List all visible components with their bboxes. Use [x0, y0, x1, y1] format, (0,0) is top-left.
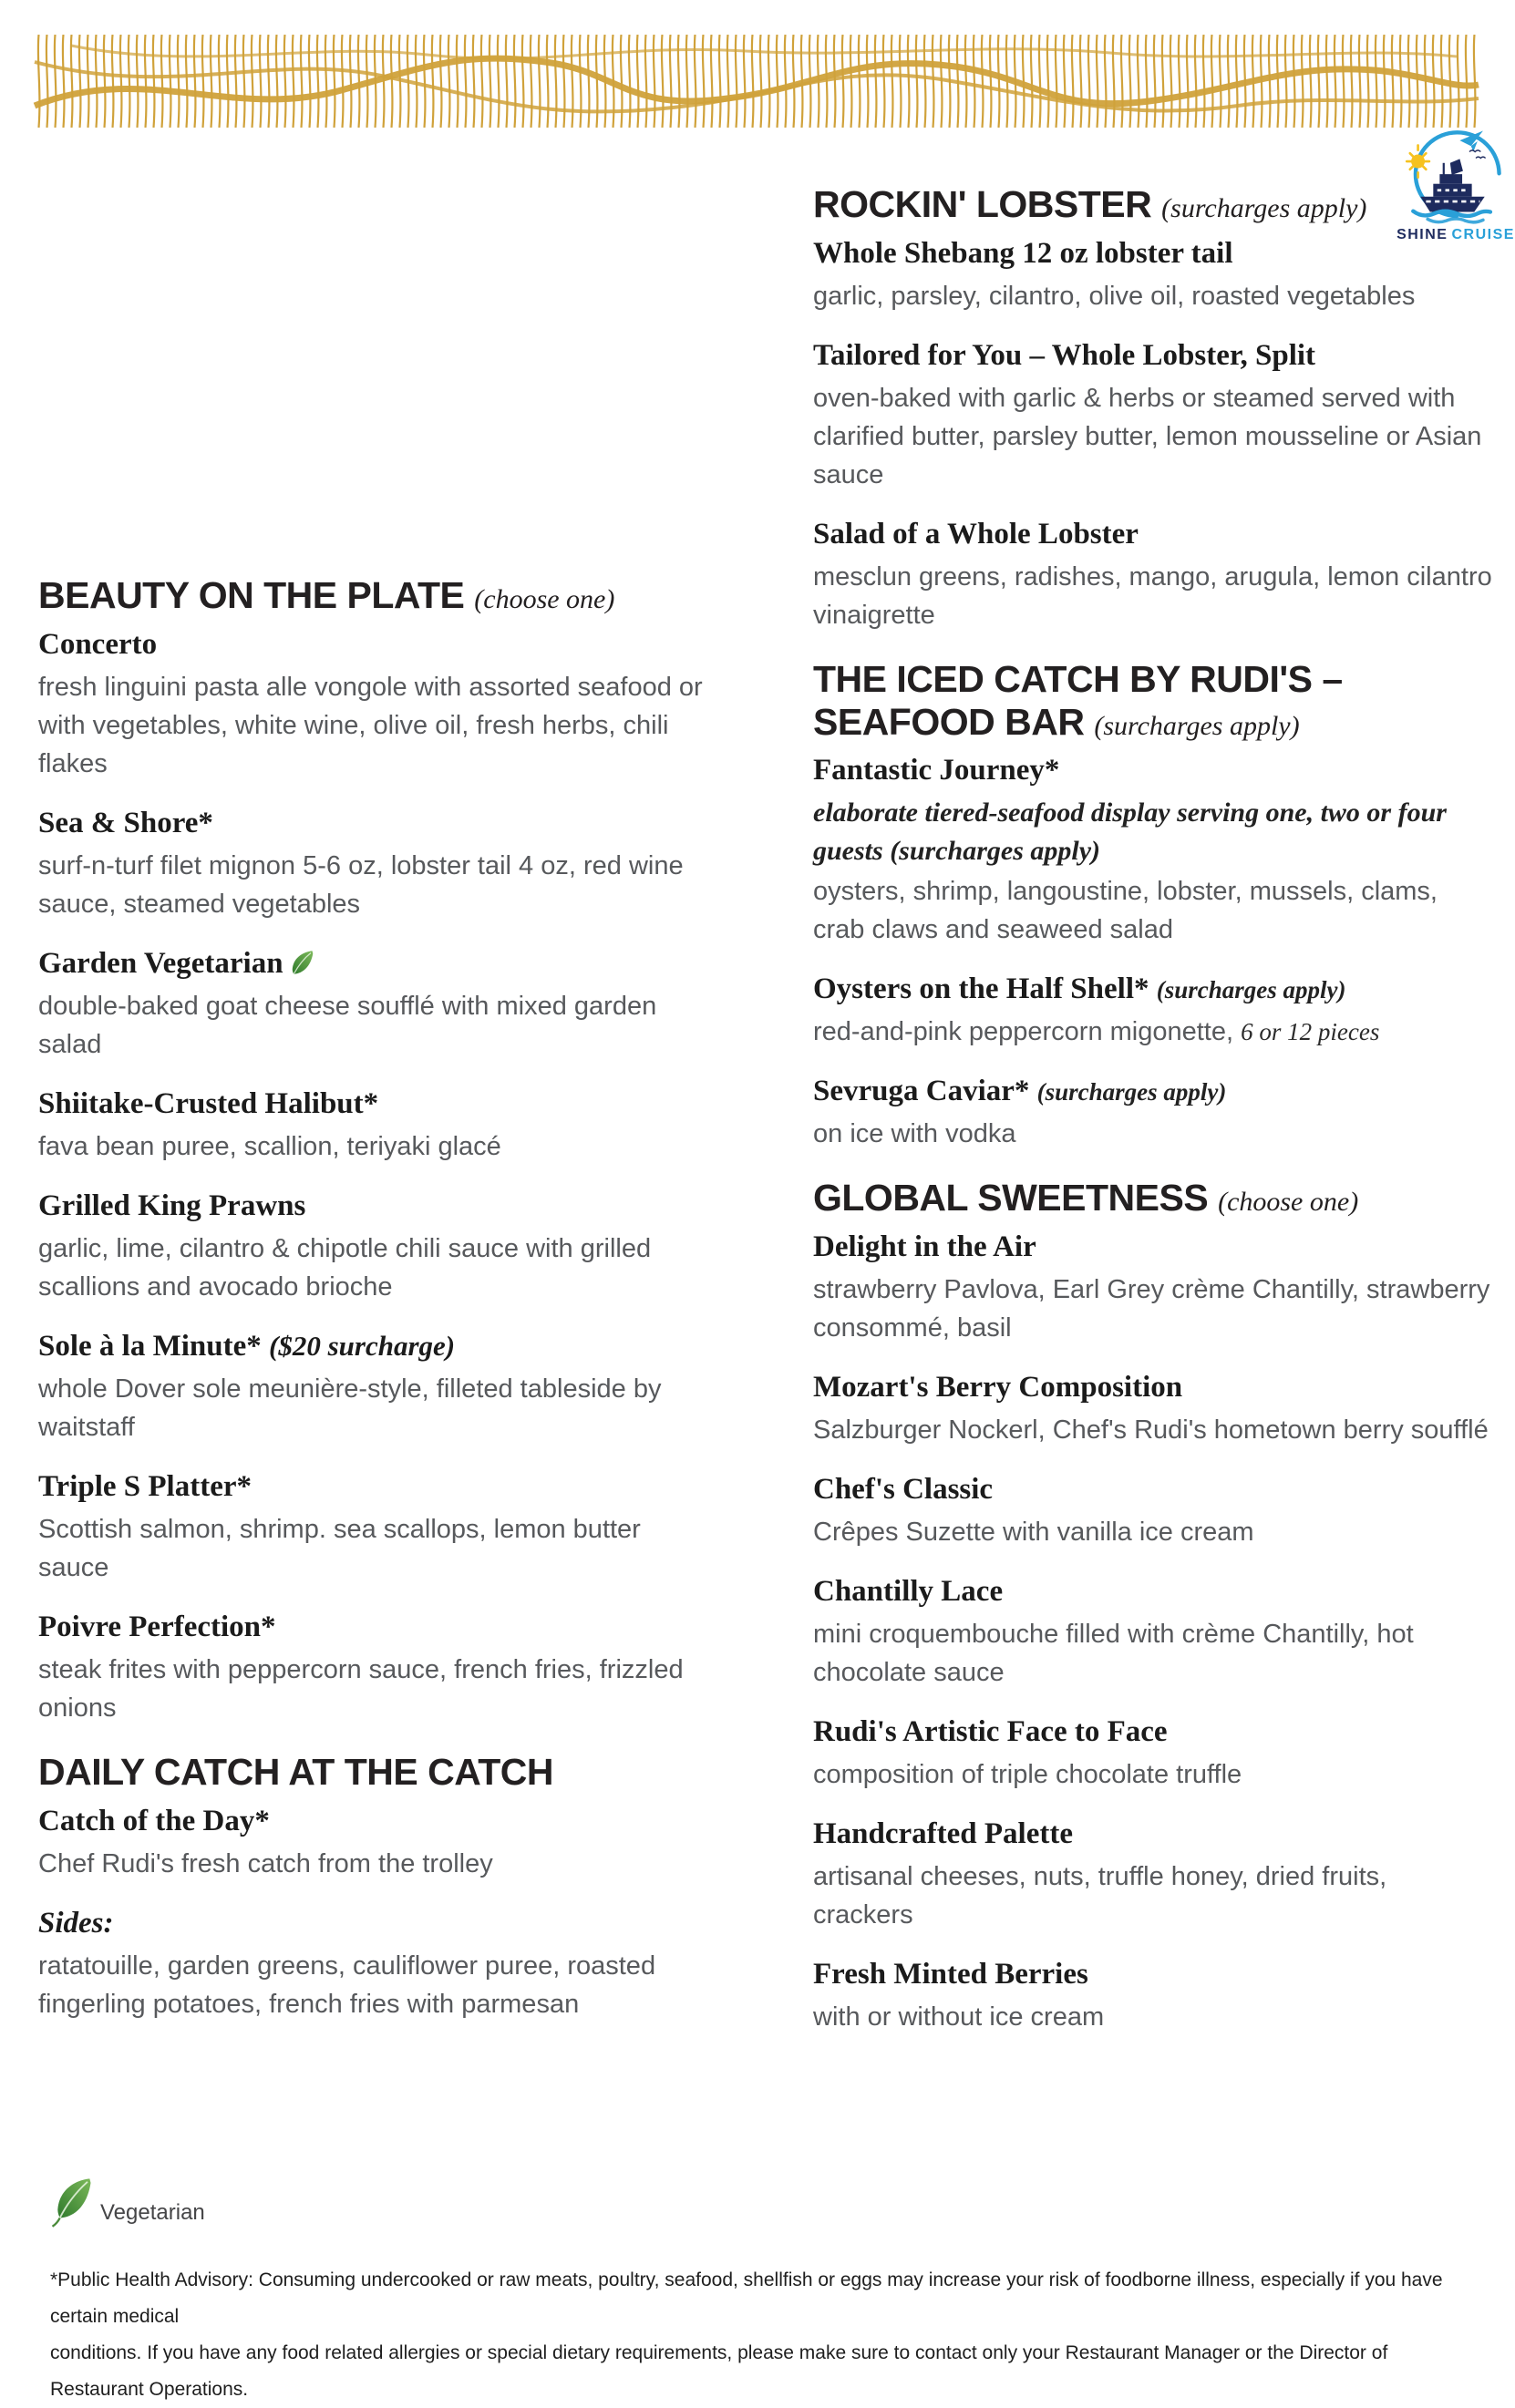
advisory-line-1: *Public Health Advisory: Consuming undercooked or raw meats, poultry, seafood, shellfish or eggs may increase your risk of foodborne illness, especially if you have certain medical [50, 2269, 1443, 2327]
section-title-line2: SEAFOOD BAR [813, 700, 1085, 743]
section-header-global-sweetness [813, 1177, 1499, 1219]
item-name: Oysters on the Half Shell* (surcharges apply) [813, 972, 1346, 1006]
menu-item-sea-and-shore [38, 807, 724, 923]
item-name: Catch of the Day* [38, 1804, 270, 1837]
menu-item-chantilly-lace [813, 1575, 1499, 1692]
item-desc: artisanal cheeses, nuts, truffle honey, dried fruits, crackers [813, 1861, 1387, 1930]
item-name: Handcrafted Palette [813, 1817, 1073, 1851]
menu-item-sevruga-caviar [813, 1075, 1499, 1153]
menu-item-grilled-king-prawns [38, 1189, 724, 1306]
menu-item-handcrafted-palette [813, 1817, 1499, 1934]
item-desc: Chef Rudi's fresh catch from the trolley [38, 1848, 493, 1878]
item-name: Shiitake-Crusted Halibut* [38, 1086, 379, 1120]
item-desc: fresh linguini pasta alle vongole with assorted seafood or with vegetables, white wine, olive oil, fresh herbs, chili flakes [38, 672, 703, 778]
item-surcharge-note: ($20 surcharge) [269, 1329, 456, 1362]
item-desc: ratatouille, garden greens, cauliflower puree, roasted fingerling potatoes, french fries with parmesan [38, 1950, 656, 2019]
menu-item-garden-vegetarian [38, 947, 724, 1064]
vegetarian-leaf-icon [289, 949, 316, 976]
section-note: (choose one) [474, 584, 615, 614]
item-name: Garden Vegetarian [38, 947, 724, 982]
section-title: DAILY CATCH AT THE CATCH [38, 1750, 554, 1793]
item-desc: garlic, parsley, cilantro, olive oil, roasted vegetables [813, 281, 1416, 311]
item-desc: Scottish salmon, shrimp. sea scallops, lemon butter sauce [38, 1514, 641, 1582]
item-name: Chantilly Lace [813, 1575, 1004, 1609]
item-desc-italic: elaborate tiered-seafood display serving one, two or four guests (surcharges apply) [813, 798, 1447, 867]
section-note: (choose one) [1218, 1187, 1359, 1218]
item-name: Delight in the Air [813, 1230, 1036, 1264]
item-desc: surf-n-turf filet mignon 5-6 oz, lobster tail 4 oz, red wine sauce, steamed vegetables [38, 850, 684, 919]
vegetarian-legend [51, 2176, 205, 2228]
item-desc: oysters, shrimp, langoustine, lobster, mussels, clams, crab claws and seaweed salad [813, 877, 1438, 945]
item-name: Salad of a Whole Lobster [813, 517, 1139, 551]
item-name: Concerto [38, 627, 158, 661]
section-header-rockin-lobster [813, 183, 1499, 226]
item-name: Rudi's Artistic Face to Face [813, 1715, 1168, 1749]
section-title: BEAUTY ON THE PLATE [38, 574, 465, 616]
menu-item-poivre-perfection [38, 1610, 724, 1727]
advisory-line-2: conditions. If you have any food related allergies or special dietary requirements, please make sure to contact only your Restaurant Manager or the Director of Restaurant Operations. [50, 2341, 1388, 2400]
menu-item-sides [38, 1907, 724, 2023]
item-surcharge-note: (surcharges apply) [1036, 1078, 1227, 1106]
menu-item-shiitake-crusted-halibut [38, 1087, 724, 1166]
item-surcharge-note: (surcharges apply) [1156, 976, 1346, 1004]
item-name: Sea & Shore* [38, 806, 213, 839]
item-name: Mozart's Berry Composition [813, 1371, 1183, 1405]
menu-item-concerto [38, 628, 724, 783]
item-desc: steak frites with peppercorn sauce, french fries, frizzled onions [38, 1654, 684, 1723]
item-desc: strawberry Pavlova, Earl Grey crème Chantilly, strawberry consommé, basil [813, 1274, 1490, 1343]
item-desc: mesclun greens, radishes, mango, arugula, lemon cilantro vinaigrette [813, 561, 1492, 630]
item-desc-suffix: 6 or 12 pieces [1241, 1018, 1380, 1046]
item-desc: Salzburger Nockerl, Chef's Rudi's hometown berry soufflé [813, 1415, 1489, 1445]
item-desc: Crêpes Suzette with vanilla ice cream [813, 1517, 1254, 1547]
vegetarian-label: Vegetarian [100, 2200, 205, 2225]
item-name: Chef's Classic [813, 1473, 994, 1507]
menu-item-whole-shebang [813, 237, 1499, 315]
section-header-daily-catch [38, 1751, 724, 1794]
section-title: ROCKIN' LOBSTER [813, 183, 1152, 225]
decorative-wave-band [35, 35, 1479, 128]
section-header-beauty-on-the-plate [38, 574, 724, 617]
item-desc: double-baked goat cheese soufflé with mixed garden salad [38, 991, 657, 1059]
menu-item-fantastic-journey [813, 754, 1499, 949]
item-name: Sevruga Caviar* (surcharges apply) [813, 1075, 1227, 1108]
menu-item-oysters-half-shell [813, 972, 1499, 1051]
item-name: Tailored for You – Whole Lobster, Split [813, 338, 1316, 372]
public-health-advisory [50, 2262, 1452, 2408]
section-note: (surcharges apply) [1161, 193, 1367, 223]
menu-item-chefs-classic [813, 1473, 1499, 1551]
menu-item-salad-of-a-whole-lobster [813, 518, 1499, 634]
item-name: Whole Shebang 12 oz lobster tail [813, 236, 1233, 270]
menu-item-rudis-artistic-face-to-face [813, 1715, 1499, 1794]
item-desc: red-and-pink peppercorn migonette, 6 or 12 pieces [813, 1017, 1380, 1047]
item-name: Grilled King Prawns [38, 1189, 306, 1222]
item-desc: composition of triple chocolate truffle [813, 1760, 1242, 1789]
item-name: Fantastic Journey* [813, 754, 1060, 787]
item-desc: fava bean puree, scallion, teriyaki glacé [38, 1131, 501, 1161]
item-desc: whole Dover sole meunière-style, filleted tableside by waitstaff [38, 1374, 662, 1442]
item-name: Sole à la Minute* ($20 surcharge) [38, 1329, 456, 1363]
item-name: Sides: [38, 1906, 114, 1940]
item-desc: oven-baked with garlic & herbs or steamed served with clarified butter, parsley butter, lemon mousseline or Asian sauce [813, 383, 1482, 489]
item-name: Poivre Perfection* [38, 1610, 276, 1643]
section-title-line1: THE ICED CATCH BY RUDI'S – [813, 657, 1343, 700]
menu-item-triple-s-platter [38, 1470, 724, 1587]
logo-text-cruise: CRUISE [1451, 227, 1515, 242]
menu-item-tailored-for-you [813, 339, 1499, 494]
menu-item-delight-in-the-air [813, 1230, 1499, 1347]
item-desc: on ice with vodka [813, 1119, 1016, 1149]
section-title: GLOBAL SWEETNESS [813, 1177, 1209, 1219]
item-surcharge-note: (surcharges apply) [890, 836, 1101, 867]
vegetarian-leaf-icon [51, 2176, 98, 2228]
menu-item-fresh-minted-berries [813, 1958, 1499, 2036]
section-note: (surcharges apply) [1094, 710, 1300, 741]
menu-item-sole-a-la-minute [38, 1330, 724, 1446]
item-desc: mini croquembouche filled with crème Chantilly, hot chocolate sauce [813, 1619, 1414, 1688]
item-name: Fresh Minted Berries [813, 1958, 1088, 1991]
menu-item-mozarts-berry-composition [813, 1371, 1499, 1449]
logo-text-shine: SHINE [1396, 227, 1448, 242]
item-desc: garlic, lime, cilantro & chipotle chili sauce with grilled scallions and avocado brioche [38, 1233, 652, 1302]
section-header-iced-catch-seafood-bar [813, 658, 1499, 743]
left-column [38, 574, 724, 2047]
item-name: Triple S Platter* [38, 1469, 252, 1503]
right-column [813, 183, 1499, 2060]
item-desc: with or without ice cream [813, 2002, 1105, 2032]
menu-item-catch-of-the-day [38, 1805, 724, 1883]
